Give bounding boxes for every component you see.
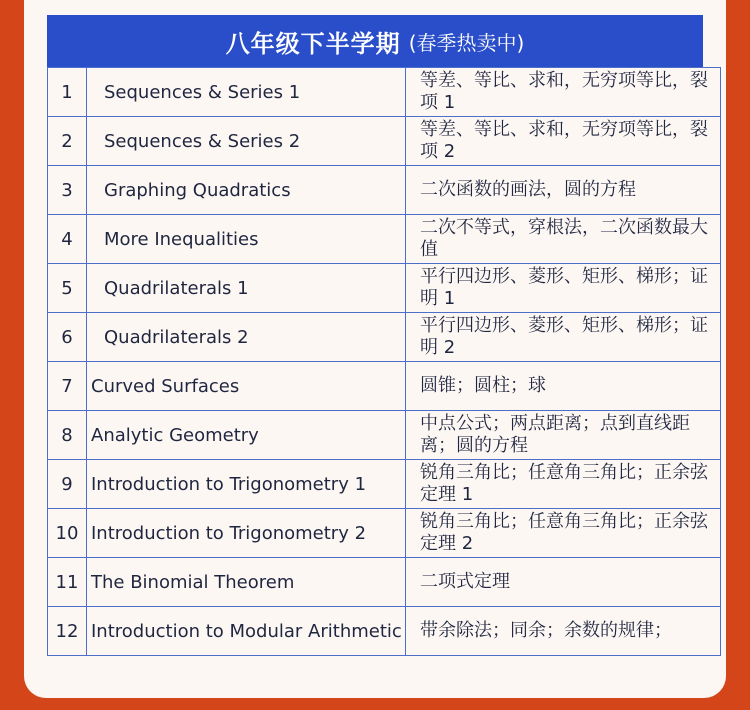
topic-text: Introduction to Modular Arithmetic — [91, 620, 402, 642]
table-row — [48, 166, 721, 215]
row-content: 等差、等比、求和，无穷项等比，裂项 1 — [406, 68, 721, 117]
row-number: 9 — [48, 460, 87, 509]
row-content: 平行四边形、菱形、矩形、梯形；证明 2 — [406, 313, 721, 362]
row-number: 7 — [48, 362, 87, 411]
topic-text: Graphing Quadratics — [104, 179, 291, 201]
row-number: 10 — [48, 509, 87, 558]
topic-text: Introduction to Trigonometry 2 — [91, 522, 367, 544]
row-topic — [87, 460, 406, 509]
row-number: 3 — [48, 166, 87, 215]
row-content: 锐角三角比；任意角三角比；正余弦定理 2 — [406, 509, 721, 558]
row-number: 8 — [48, 411, 87, 460]
row-content: 中点公式；两点距离；点到直线距离；圆的方程 — [406, 411, 721, 460]
topic-text: Introduction to Trigonometry 1 — [91, 473, 367, 495]
row-topic — [87, 264, 406, 313]
table-row — [48, 264, 721, 313]
row-topic — [87, 166, 406, 215]
topic-text: More Inequalities — [104, 228, 259, 250]
row-content: 二次函数的画法，圆的方程 — [406, 166, 721, 215]
row-number: 4 — [48, 215, 87, 264]
table-title: 八年级下半学期 — [225, 29, 401, 58]
topic-text: Quadrilaterals 2 — [104, 326, 249, 348]
table-row — [48, 558, 721, 607]
table-row — [48, 460, 721, 509]
table-subtitle: (春季热卖中) — [408, 30, 525, 55]
row-content: 等差、等比、求和，无穷项等比，裂项 2 — [406, 117, 721, 166]
row-content: 平行四边形、菱形、矩形、梯形；证明 1 — [406, 264, 721, 313]
row-number: 1 — [48, 68, 87, 117]
table-row — [48, 362, 721, 411]
row-content: 锐角三角比；任意角三角比；正余弦定理 1 — [406, 460, 721, 509]
row-content: 带余除法；同余；余数的规律； — [406, 607, 721, 656]
topic-text: Quadrilaterals 1 — [104, 277, 249, 299]
table-row — [48, 411, 721, 460]
row-topic — [87, 509, 406, 558]
row-number: 6 — [48, 313, 87, 362]
topic-text: Curved Surfaces — [91, 375, 240, 397]
row-topic — [87, 362, 406, 411]
table-header — [47, 15, 703, 67]
row-topic — [87, 117, 406, 166]
topic-text: Sequences & Series 2 — [104, 130, 301, 152]
row-topic — [87, 607, 406, 656]
curriculum-table — [47, 15, 708, 656]
row-number: 5 — [48, 264, 87, 313]
topic-text: Sequences & Series 1 — [104, 81, 301, 103]
row-content: 二项式定理 — [406, 558, 721, 607]
row-number: 11 — [48, 558, 87, 607]
course-table — [47, 67, 721, 656]
table-row — [48, 313, 721, 362]
row-content: 圆锥；圆柱；球 — [406, 362, 721, 411]
row-content: 二次不等式，穿根法，二次函数最大值 — [406, 215, 721, 264]
table-row — [48, 607, 721, 656]
topic-text: The Binomial Theorem — [91, 571, 295, 593]
row-number: 2 — [48, 117, 87, 166]
table-row — [48, 117, 721, 166]
table-row — [48, 68, 721, 117]
row-topic — [87, 68, 406, 117]
row-topic — [87, 558, 406, 607]
table-row — [48, 215, 721, 264]
table-row — [48, 509, 721, 558]
topic-text: Analytic Geometry — [91, 424, 259, 446]
row-topic — [87, 313, 406, 362]
row-topic — [87, 411, 406, 460]
row-topic — [87, 215, 406, 264]
row-number: 12 — [48, 607, 87, 656]
